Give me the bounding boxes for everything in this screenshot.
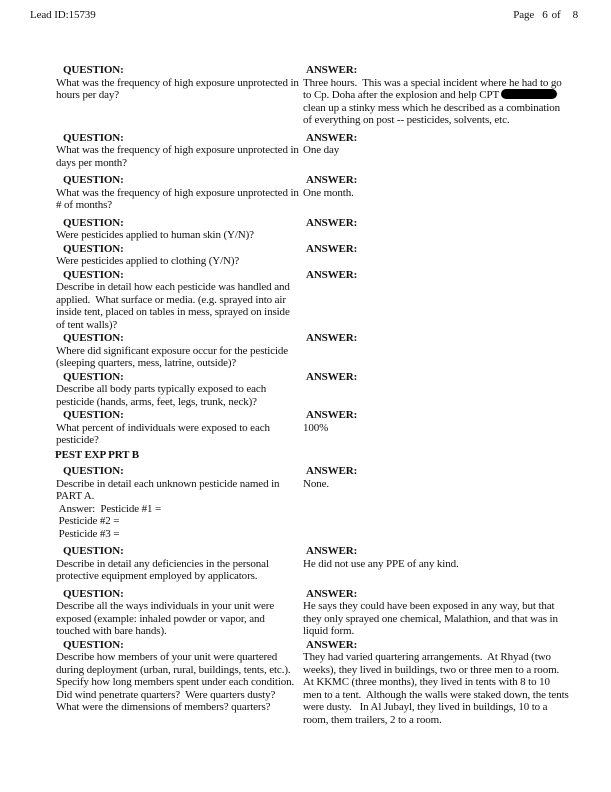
question-text: Describe how members of your unit were quartered during deployment (urban, rural, buildings, tents, etc.). Specify how long members spent under each condition. Did wind penetrate quarters? Were quarters dusty? What were the dimensions of members? quarters?	[56, 651, 297, 713]
question-text: What was the frequency of high exposure unprotected in hours per day?	[56, 76, 302, 101]
qa-block	[56, 217, 569, 242]
question-text: What percent of individuals were exposed to each pesticide?	[56, 421, 273, 446]
answer-text-part2: clean up a stinky mess which he described as a combination of everything on post -- pesticides, solvents, etc.	[303, 101, 563, 126]
page-total: 8	[572, 9, 578, 21]
redaction-box	[501, 89, 557, 99]
qa-block	[56, 371, 569, 409]
page-header	[0, 0, 611, 21]
question-label: QUESTION:	[63, 64, 124, 76]
question-text: What was the frequency of high exposure unprotected in days per month?	[56, 144, 302, 169]
question-label: QUESTION:	[63, 216, 124, 229]
question-cell	[56, 269, 303, 332]
question-text: Were pesticides applied to clothing (Y/N)?	[56, 255, 240, 267]
page-of-word: of	[551, 9, 561, 21]
question-label: QUESTION:	[63, 268, 124, 281]
answer-label: ANSWER:	[306, 545, 358, 557]
lead-id: Lead ID:15739	[30, 9, 96, 21]
question-text: Describe in detail any deficiencies in the personal protective equipment employed by applicators.	[56, 557, 272, 582]
question-label: QUESTION:	[63, 131, 124, 144]
question-label: QUESTION:	[63, 545, 124, 557]
question-cell	[56, 64, 303, 127]
question-cell	[56, 217, 303, 242]
answer-text: One month.	[303, 186, 354, 199]
answer-cell	[303, 371, 569, 409]
answer-label: ANSWER:	[306, 242, 358, 255]
answer-label: ANSWER:	[306, 216, 358, 229]
qa-block	[56, 132, 569, 170]
qa-block	[56, 64, 569, 127]
question-text: Describe in detail each unknown pesticide named in PART A. Answer: Pesticide #1 = Pesticide #2 = Pesticide #3 =	[56, 477, 280, 540]
question-label: QUESTION:	[63, 332, 124, 344]
qa-block	[56, 332, 569, 370]
answer-text: None.	[303, 477, 329, 490]
qa-block	[56, 409, 569, 447]
answer-label: ANSWER:	[306, 332, 358, 344]
answer-cell	[303, 409, 569, 447]
answer-cell	[303, 332, 569, 370]
question-cell	[56, 588, 303, 638]
question-text: Describe all body parts typically exposed to each pesticide (hands, arms, feet, legs, trunk, neck)?	[56, 383, 269, 408]
question-cell	[56, 409, 303, 447]
question-cell	[56, 465, 303, 540]
answer-cell	[303, 132, 569, 170]
question-text: Describe in detail how each pesticide was handled and applied. What surface or media. (e.g. sprayed into air inside tent, placed on tables in mess, sprayed on inside of tent walls)?	[56, 281, 293, 331]
qa-content	[0, 21, 611, 726]
qa-block	[56, 545, 569, 583]
question-label: QUESTION:	[63, 174, 124, 186]
qa-block	[56, 638, 572, 727]
answer-label: ANSWER:	[306, 638, 358, 651]
page-number	[513, 9, 578, 21]
question-text: What was the frequency of high exposure unprotected in # of months?	[56, 186, 302, 211]
question-cell	[56, 243, 303, 268]
answer-text-part1: Three hours. This was a special incident where he had to go to Cp. Doha after the explosion and help CPT	[303, 76, 565, 101]
answer-cell	[303, 465, 569, 540]
qa-block	[56, 174, 569, 212]
answer-label: ANSWER:	[306, 131, 358, 144]
answer-text	[303, 77, 569, 127]
question-cell	[56, 174, 303, 212]
answer-label: ANSWER:	[306, 174, 358, 186]
question-text: Were pesticides applied to human skin (Y/N)?	[56, 229, 254, 241]
question-text: Where did significant exposure occur for the pesticide (sleeping quarters, mess, latrine, outside)?	[56, 344, 291, 369]
answer-cell	[303, 638, 572, 727]
answer-text: He says they could have been exposed in any way, but that they only sprayed one chemical, Malathion, and that was in liquid form.	[303, 600, 561, 637]
question-cell	[56, 545, 303, 583]
answer-text: They had varied quartering arrangements. At Rhyad (two weeks), they lived in buildings, two or three men to a room. At KKMC (three months), they lived in tents with 8 to 10 men to a tent. Although the walls were staked down, the tents were dusty. In Al Jubayl, they lived in buildings, 10 to a room, them trailers, 2 to a room.	[303, 651, 572, 726]
question-label: QUESTION:	[63, 242, 124, 255]
qa-block	[56, 243, 569, 268]
qa-block	[56, 465, 569, 540]
answer-text: One day	[303, 144, 340, 156]
qa-block	[56, 588, 569, 638]
question-label: QUESTION:	[63, 587, 124, 600]
answer-cell	[303, 588, 569, 638]
answer-cell	[303, 217, 569, 242]
page-word: Page	[513, 9, 535, 21]
answer-cell	[303, 174, 569, 212]
answer-cell	[303, 545, 569, 583]
page-current: 6	[542, 9, 548, 21]
section-heading: PEST EXP PRT B	[55, 448, 140, 461]
question-label: QUESTION:	[63, 370, 124, 383]
answer-label: ANSWER:	[306, 64, 358, 76]
answer-cell	[303, 243, 569, 268]
question-label: QUESTION:	[63, 638, 124, 651]
answer-cell	[303, 269, 569, 332]
question-text: Describe all the ways individuals in your unit were exposed (example: inhaled powder or vapor, and touched with bare hands).	[56, 600, 277, 637]
question-cell	[56, 132, 303, 170]
question-label: QUESTION:	[63, 465, 124, 477]
answer-label: ANSWER:	[306, 465, 358, 477]
question-cell	[56, 332, 303, 370]
question-cell	[56, 639, 303, 727]
answer-cell	[303, 64, 569, 127]
question-cell	[56, 371, 303, 409]
answer-label: ANSWER:	[306, 587, 358, 600]
answer-label: ANSWER:	[306, 268, 358, 281]
answer-text: 100%	[303, 421, 329, 434]
qa-block	[56, 269, 569, 332]
answer-text: He did not use any PPE of any kind.	[303, 557, 459, 570]
answer-label: ANSWER:	[306, 370, 358, 383]
answer-label: ANSWER:	[306, 409, 358, 421]
question-label: QUESTION:	[63, 409, 124, 421]
